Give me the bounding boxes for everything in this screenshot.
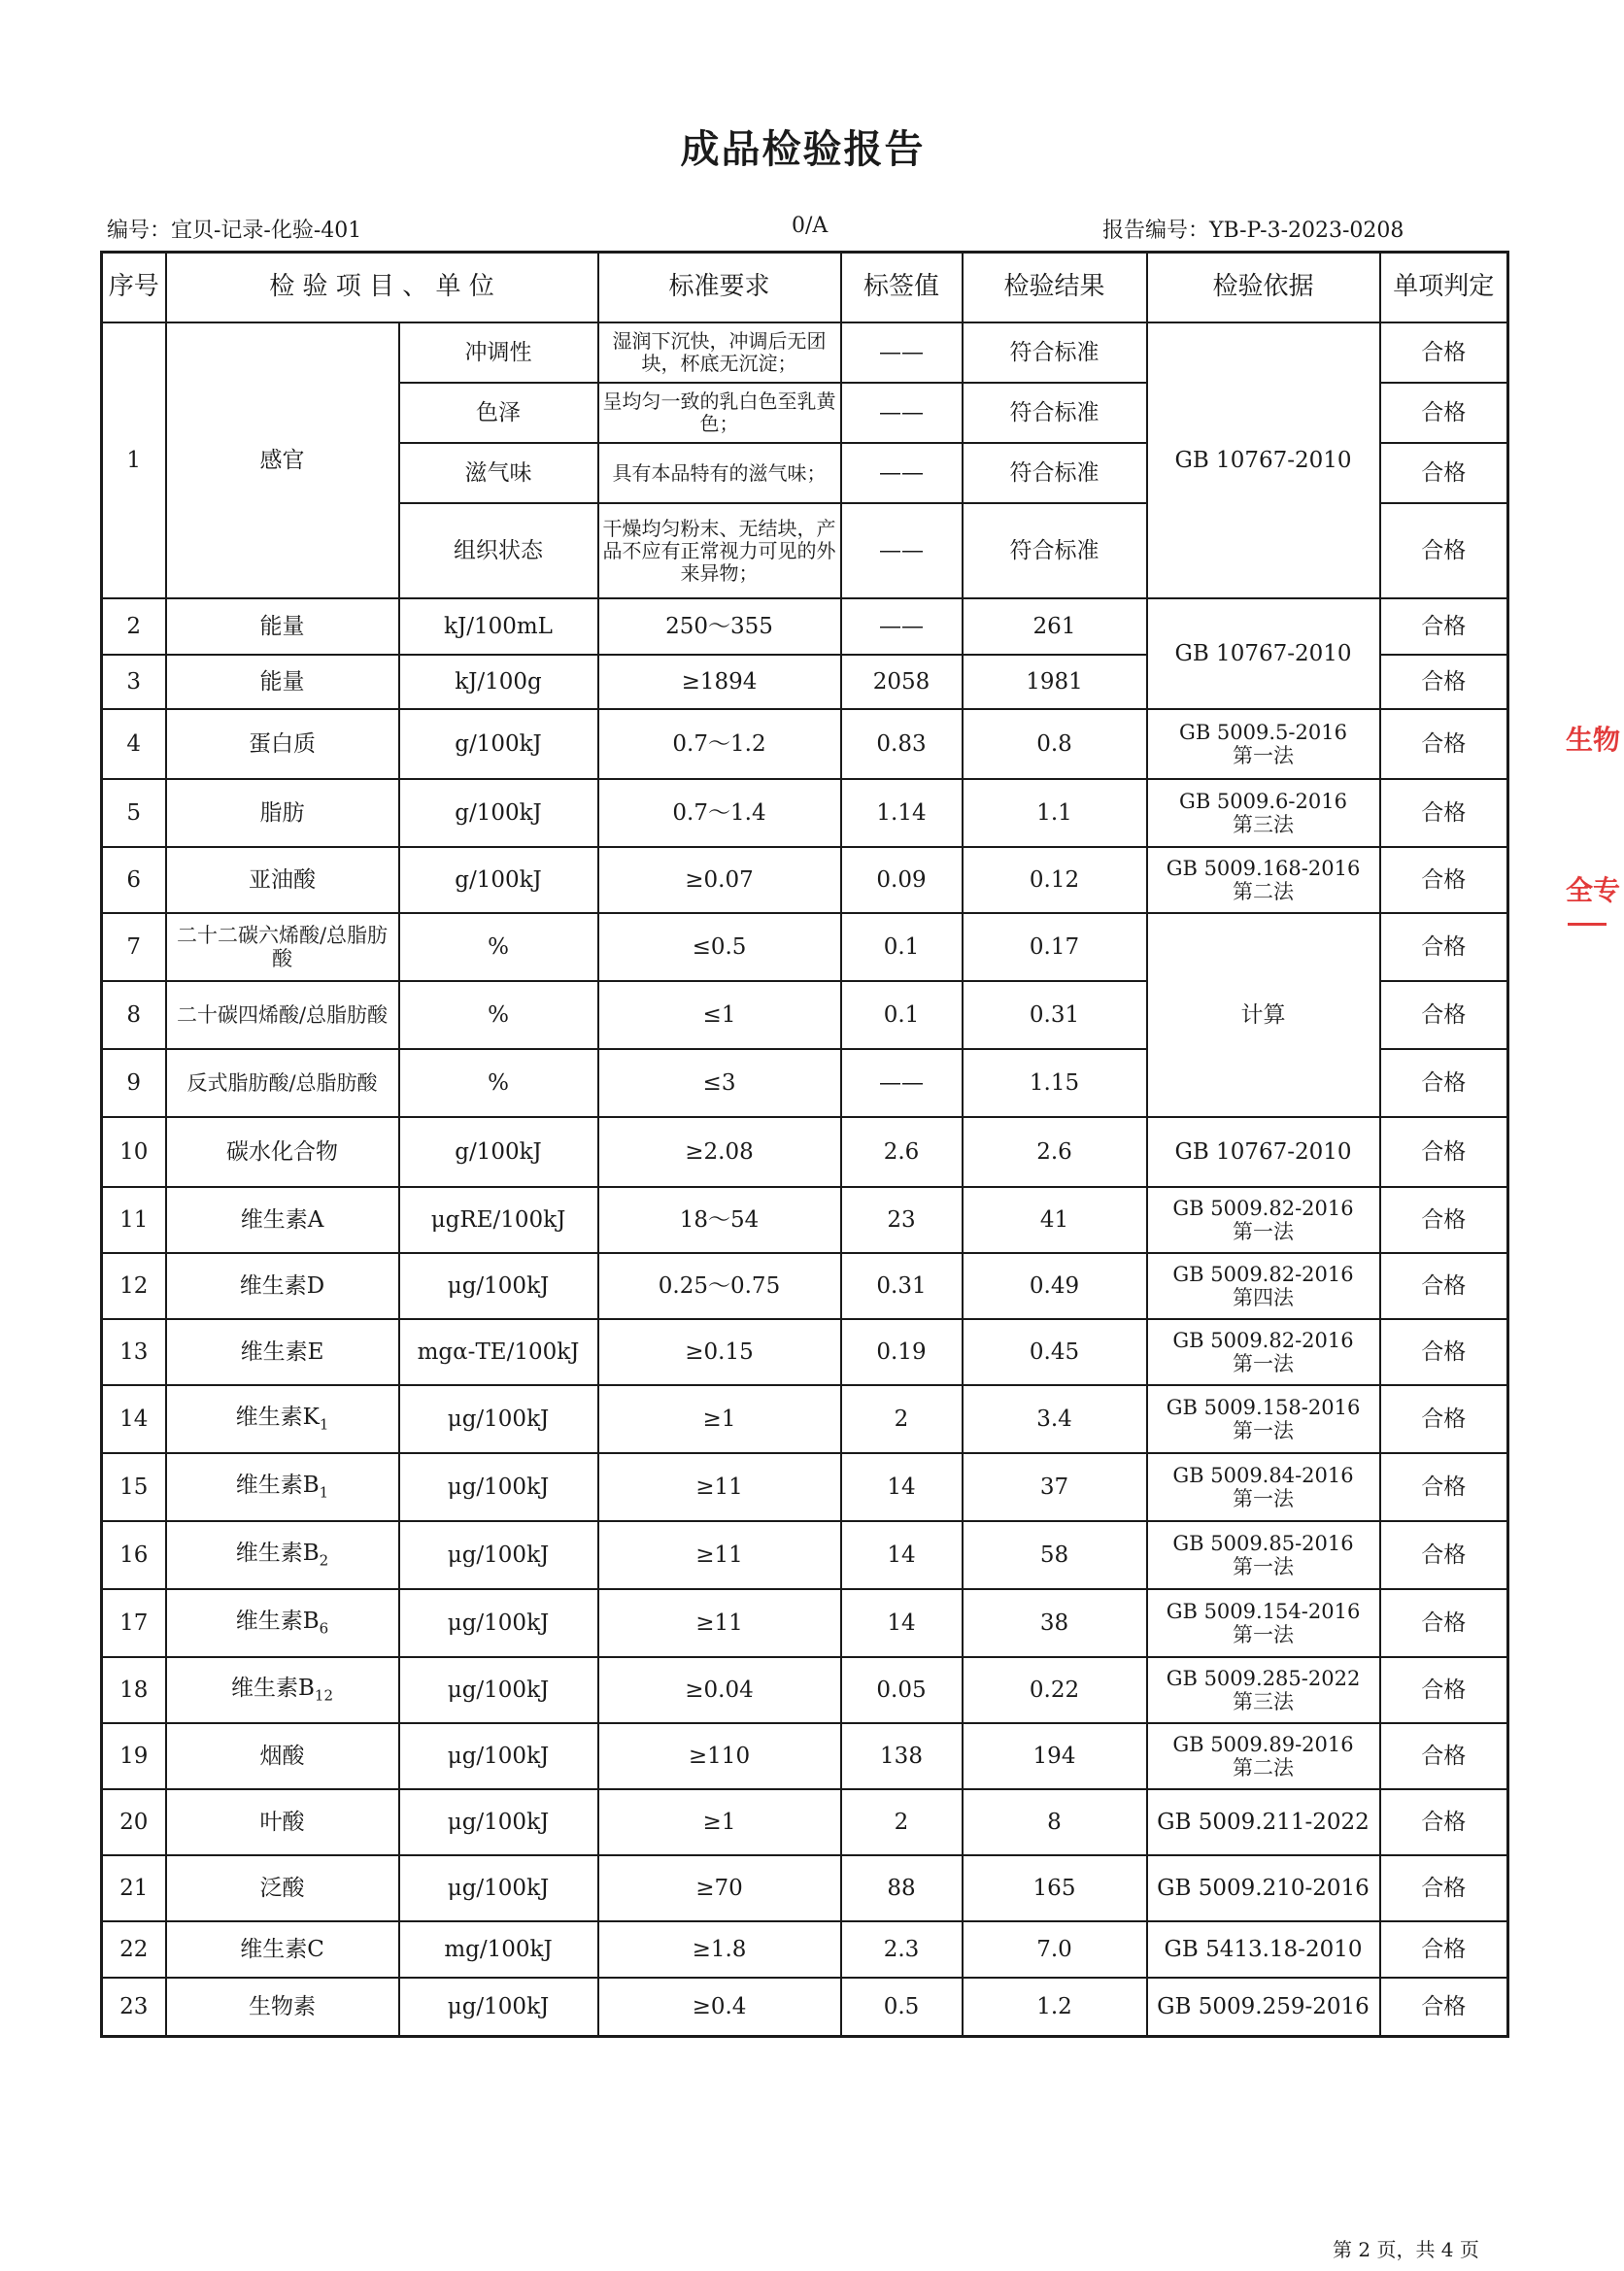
unit: μg/100kJ bbox=[399, 1978, 598, 2036]
row-no: 3 bbox=[102, 655, 166, 709]
basis-method: 第四法 bbox=[1233, 1286, 1294, 1309]
sensory-item: 组织状态 bbox=[399, 503, 598, 598]
unit: g/100kJ bbox=[399, 709, 598, 779]
basis bbox=[1147, 1723, 1380, 1789]
label-value: 1.14 bbox=[841, 779, 963, 847]
table-row bbox=[102, 1855, 1508, 1921]
requirement: ≥1.8 bbox=[598, 1921, 841, 1978]
row-no: 20 bbox=[102, 1789, 166, 1855]
item-name-subscript: 1 bbox=[319, 1415, 329, 1434]
verdict: 合格 bbox=[1380, 1978, 1508, 2036]
requirement: ≥1894 bbox=[598, 655, 841, 709]
row-no: 19 bbox=[102, 1723, 166, 1789]
col-requirement: 标准要求 bbox=[598, 253, 841, 323]
requirement: ≥70 bbox=[598, 1855, 841, 1921]
unit: μg/100kJ bbox=[399, 1855, 598, 1921]
unit: g/100kJ bbox=[399, 847, 598, 913]
item-name: 能量 bbox=[166, 655, 399, 709]
requirement: ≥1 bbox=[598, 1789, 841, 1855]
verdict: 合格 bbox=[1380, 1855, 1508, 1921]
label-value: —— bbox=[841, 383, 963, 443]
basis-standard: GB 5009.285-2022 bbox=[1166, 1666, 1361, 1690]
table-row bbox=[102, 322, 1508, 383]
basis bbox=[1147, 1589, 1380, 1657]
row-no: 17 bbox=[102, 1589, 166, 1657]
basis: GB 5009.210-2016 bbox=[1147, 1855, 1380, 1921]
requirement: ≥110 bbox=[598, 1723, 841, 1789]
result-value: 0.49 bbox=[963, 1253, 1147, 1319]
basis-standard: GB 5009.168-2016 bbox=[1166, 856, 1361, 880]
label-value: 0.1 bbox=[841, 913, 963, 981]
requirement: ≥0.15 bbox=[598, 1319, 841, 1385]
item-name-subscript: 2 bbox=[319, 1551, 329, 1570]
label-value: 0.19 bbox=[841, 1319, 963, 1385]
item-name: 二十碳四烯酸/总脂肪酸 bbox=[166, 981, 399, 1049]
basis bbox=[1147, 1319, 1380, 1385]
row-no: 8 bbox=[102, 981, 166, 1049]
unit: μg/100kJ bbox=[399, 1657, 598, 1723]
verdict: 合格 bbox=[1380, 383, 1508, 443]
requirement: ≥2.08 bbox=[598, 1117, 841, 1187]
result-value: 1.2 bbox=[963, 1978, 1147, 2036]
label-value: 88 bbox=[841, 1855, 963, 1921]
result-value: 符合标准 bbox=[963, 443, 1147, 503]
verdict: 合格 bbox=[1380, 1385, 1508, 1453]
unit: μg/100kJ bbox=[399, 1521, 598, 1589]
label-value: 23 bbox=[841, 1187, 963, 1253]
unit: % bbox=[399, 913, 598, 981]
label-value: 0.1 bbox=[841, 981, 963, 1049]
result-value: 41 bbox=[963, 1187, 1147, 1253]
row-no: 1 bbox=[102, 322, 166, 598]
table-row bbox=[102, 598, 1508, 655]
result-value: 0.12 bbox=[963, 847, 1147, 913]
result-value: 0.17 bbox=[963, 913, 1147, 981]
label-value: —— bbox=[841, 443, 963, 503]
item-name bbox=[166, 1385, 399, 1453]
result-value: 1981 bbox=[963, 655, 1147, 709]
row-no: 7 bbox=[102, 913, 166, 981]
requirement: 0.25～0.75 bbox=[598, 1253, 841, 1319]
verdict: 合格 bbox=[1380, 709, 1508, 779]
label-value: 2 bbox=[841, 1385, 963, 1453]
table-row bbox=[102, 1319, 1508, 1385]
result-value: 194 bbox=[963, 1723, 1147, 1789]
row-no: 18 bbox=[102, 1657, 166, 1723]
result-value: 0.45 bbox=[963, 1319, 1147, 1385]
table-row bbox=[102, 1723, 1508, 1789]
basis-method: 第一法 bbox=[1233, 744, 1294, 767]
basis-standard: GB 5009.158-2016 bbox=[1166, 1395, 1361, 1419]
verdict: 合格 bbox=[1380, 779, 1508, 847]
unit: μgRE/100kJ bbox=[399, 1187, 598, 1253]
label-value: 2058 bbox=[841, 655, 963, 709]
report-number: 报告编号：YB-P-3-2023-0208 bbox=[1102, 219, 1404, 243]
requirement: 250～355 bbox=[598, 598, 841, 655]
requirement: 0.7～1.4 bbox=[598, 779, 841, 847]
item-name: 维生素C bbox=[166, 1921, 399, 1978]
result-value: 8 bbox=[963, 1789, 1147, 1855]
red-stamp-fragment-top: 生物 bbox=[1566, 724, 1621, 756]
label-value: —— bbox=[841, 598, 963, 655]
item-name: 蛋白质 bbox=[166, 709, 399, 779]
basis: GB 5413.18-2010 bbox=[1147, 1921, 1380, 1978]
red-stamp-fragment-bottom: 全专 bbox=[1566, 874, 1621, 906]
sensory-item: 冲调性 bbox=[399, 322, 598, 383]
requirement: ≤1 bbox=[598, 981, 841, 1049]
basis bbox=[1147, 1385, 1380, 1453]
basis bbox=[1147, 779, 1380, 847]
result-value: 165 bbox=[963, 1855, 1147, 1921]
unit: μg/100kJ bbox=[399, 1453, 598, 1521]
verdict: 合格 bbox=[1380, 503, 1508, 598]
col-label: 标签值 bbox=[841, 253, 963, 323]
verdict: 合格 bbox=[1380, 1521, 1508, 1589]
basis-method: 第二法 bbox=[1233, 1756, 1294, 1780]
basis-standard: GB 5009.82-2016 bbox=[1172, 1328, 1354, 1352]
result-value: 符合标准 bbox=[963, 322, 1147, 383]
result-value: 1.15 bbox=[963, 1049, 1147, 1117]
unit: g/100kJ bbox=[399, 1117, 598, 1187]
unit: kJ/100mL bbox=[399, 598, 598, 655]
row-no: 16 bbox=[102, 1521, 166, 1589]
table-row bbox=[102, 1187, 1508, 1253]
item-name: 生物素 bbox=[166, 1978, 399, 2036]
item-name: 烟酸 bbox=[166, 1723, 399, 1789]
result-value: 0.31 bbox=[963, 981, 1147, 1049]
table-row bbox=[102, 1921, 1508, 1978]
basis-method: 第三法 bbox=[1233, 813, 1294, 836]
item-name: 能量 bbox=[166, 598, 399, 655]
requirement: ≥0.4 bbox=[598, 1978, 841, 2036]
basis-method: 第一法 bbox=[1233, 1555, 1294, 1578]
item-name bbox=[166, 1589, 399, 1657]
unit: μg/100kJ bbox=[399, 1723, 598, 1789]
unit: μg/100kJ bbox=[399, 1253, 598, 1319]
requirement: ≥0.04 bbox=[598, 1657, 841, 1723]
result-value: 符合标准 bbox=[963, 383, 1147, 443]
verdict: 合格 bbox=[1380, 1921, 1508, 1978]
requirement: 具有本品特有的滋气味； bbox=[598, 443, 841, 503]
basis-method: 第三法 bbox=[1233, 1690, 1294, 1713]
item-name-subscript: 1 bbox=[319, 1483, 329, 1502]
unit: kJ/100g bbox=[399, 655, 598, 709]
basis bbox=[1147, 1187, 1380, 1253]
result-value: 58 bbox=[963, 1521, 1147, 1589]
result-value: 7.0 bbox=[963, 1921, 1147, 1978]
item-name: 维生素D bbox=[166, 1253, 399, 1319]
item-name bbox=[166, 1657, 399, 1723]
result-value: 0.22 bbox=[963, 1657, 1147, 1723]
verdict: 合格 bbox=[1380, 913, 1508, 981]
label-value: 2.6 bbox=[841, 1117, 963, 1187]
basis bbox=[1147, 1657, 1380, 1723]
requirement: 呈均匀一致的乳白色至乳黄色； bbox=[598, 383, 841, 443]
item-name: 反式脂肪酸/总脂肪酸 bbox=[166, 1049, 399, 1117]
label-value: 2.3 bbox=[841, 1921, 963, 1978]
requirement: ≥11 bbox=[598, 1453, 841, 1521]
row-no: 9 bbox=[102, 1049, 166, 1117]
basis bbox=[1147, 1521, 1380, 1589]
result-value: 3.4 bbox=[963, 1385, 1147, 1453]
item-name-subscript: 6 bbox=[319, 1619, 329, 1638]
row-no: 11 bbox=[102, 1187, 166, 1253]
label-value: 138 bbox=[841, 1723, 963, 1789]
item-name-text: 维生素B bbox=[231, 1676, 315, 1702]
col-verdict: 单项判定 bbox=[1380, 253, 1508, 323]
sensory-item: 滋气味 bbox=[399, 443, 598, 503]
row-no: 13 bbox=[102, 1319, 166, 1385]
col-basis: 检验依据 bbox=[1147, 253, 1380, 323]
requirement: ≥1 bbox=[598, 1385, 841, 1453]
result-value: 1.1 bbox=[963, 779, 1147, 847]
item-name: 二十二碳六烯酸/总脂肪酸 bbox=[166, 913, 399, 981]
item-name-text: 维生素K bbox=[235, 1405, 320, 1431]
basis bbox=[1147, 1253, 1380, 1319]
row-no: 21 bbox=[102, 1855, 166, 1921]
col-result: 检验结果 bbox=[963, 253, 1147, 323]
basis-standard: GB 5009.5-2016 bbox=[1179, 720, 1347, 744]
table-row bbox=[102, 779, 1508, 847]
label-value: 2 bbox=[841, 1789, 963, 1855]
item-name-text: 维生素B bbox=[235, 1541, 320, 1567]
doc-number: 编号：宜贝-记录-化验-401 bbox=[107, 219, 362, 243]
header-row bbox=[102, 253, 1508, 323]
row-no: 22 bbox=[102, 1921, 166, 1978]
verdict: 合格 bbox=[1380, 1187, 1508, 1253]
label-value: —— bbox=[841, 503, 963, 598]
basis-standard: GB 5009.154-2016 bbox=[1166, 1599, 1361, 1623]
basis: GB 5009.259-2016 bbox=[1147, 1978, 1380, 2036]
label-value: 0.5 bbox=[841, 1978, 963, 2036]
unit: g/100kJ bbox=[399, 779, 598, 847]
unit: μg/100kJ bbox=[399, 1789, 598, 1855]
item-name-text: 维生素B bbox=[235, 1473, 320, 1499]
unit: μg/100kJ bbox=[399, 1385, 598, 1453]
label-value: 0.83 bbox=[841, 709, 963, 779]
unit: μg/100kJ bbox=[399, 1589, 598, 1657]
row-no: 2 bbox=[102, 598, 166, 655]
verdict: 合格 bbox=[1380, 1657, 1508, 1723]
basis: 计算 bbox=[1147, 913, 1380, 1117]
basis bbox=[1147, 709, 1380, 779]
table-row bbox=[102, 1789, 1508, 1855]
basis: GB 10767-2010 bbox=[1147, 598, 1380, 709]
item-name: 碳水化合物 bbox=[166, 1117, 399, 1187]
row-no: 14 bbox=[102, 1385, 166, 1453]
basis-standard: GB 5009.6-2016 bbox=[1179, 789, 1347, 813]
item-name bbox=[166, 1521, 399, 1589]
row-no: 5 bbox=[102, 779, 166, 847]
basis bbox=[1147, 847, 1380, 913]
unit: mgα-TE/100kJ bbox=[399, 1319, 598, 1385]
row-no: 12 bbox=[102, 1253, 166, 1319]
row-no: 15 bbox=[102, 1453, 166, 1521]
verdict: 合格 bbox=[1380, 1789, 1508, 1855]
table-row bbox=[102, 1117, 1508, 1187]
label-value: 14 bbox=[841, 1521, 963, 1589]
basis-method: 第一法 bbox=[1233, 1487, 1294, 1510]
unit: % bbox=[399, 981, 598, 1049]
result-value: 0.8 bbox=[963, 709, 1147, 779]
table-row bbox=[102, 913, 1508, 981]
requirement: ≤0.5 bbox=[598, 913, 841, 981]
item-name: 泛酸 bbox=[166, 1855, 399, 1921]
requirement: 18～54 bbox=[598, 1187, 841, 1253]
result-value: 261 bbox=[963, 598, 1147, 655]
sensory-item: 色泽 bbox=[399, 383, 598, 443]
result-value: 38 bbox=[963, 1589, 1147, 1657]
basis-standard: GB 5009.82-2016 bbox=[1172, 1262, 1354, 1286]
basis-method: 第二法 bbox=[1233, 880, 1294, 903]
revision: 0/A bbox=[792, 214, 829, 238]
verdict: 合格 bbox=[1380, 1117, 1508, 1187]
inspection-table bbox=[100, 251, 1509, 2038]
basis-method: 第一法 bbox=[1233, 1220, 1294, 1243]
verdict: 合格 bbox=[1380, 655, 1508, 709]
item-name: 维生素E bbox=[166, 1319, 399, 1385]
row-no: 10 bbox=[102, 1117, 166, 1187]
label-value: 0.09 bbox=[841, 847, 963, 913]
label-value: 0.05 bbox=[841, 1657, 963, 1723]
verdict: 合格 bbox=[1380, 1589, 1508, 1657]
basis: GB 10767-2010 bbox=[1147, 322, 1380, 598]
item-name: 脂肪 bbox=[166, 779, 399, 847]
table-row bbox=[102, 1589, 1508, 1657]
basis: GB 5009.211-2022 bbox=[1147, 1789, 1380, 1855]
basis: GB 10767-2010 bbox=[1147, 1117, 1380, 1187]
red-stamp-line bbox=[1568, 923, 1607, 926]
label-value: 14 bbox=[841, 1589, 963, 1657]
page-footer: 第 2 页，共 4 页 bbox=[1333, 2238, 1479, 2261]
unit: mg/100kJ bbox=[399, 1921, 598, 1978]
label-value: —— bbox=[841, 1049, 963, 1117]
row-no: 23 bbox=[102, 1978, 166, 2036]
item-name bbox=[166, 1453, 399, 1521]
table-row bbox=[102, 1657, 1508, 1723]
table-row bbox=[102, 1978, 1508, 2036]
label-value: —— bbox=[841, 322, 963, 383]
verdict: 合格 bbox=[1380, 1253, 1508, 1319]
basis-standard: GB 5009.85-2016 bbox=[1172, 1531, 1354, 1555]
table-row bbox=[102, 1253, 1508, 1319]
basis-standard: GB 5009.89-2016 bbox=[1172, 1732, 1354, 1756]
item-name: 亚油酸 bbox=[166, 847, 399, 913]
basis-method: 第一法 bbox=[1233, 1419, 1294, 1442]
result-value: 2.6 bbox=[963, 1117, 1147, 1187]
col-item: 检 验 项 目 、 单 位 bbox=[166, 253, 598, 323]
verdict: 合格 bbox=[1380, 1723, 1508, 1789]
verdict: 合格 bbox=[1380, 847, 1508, 913]
basis-method: 第一法 bbox=[1233, 1352, 1294, 1375]
report-title: 成品检验报告 bbox=[680, 126, 926, 172]
verdict: 合格 bbox=[1380, 1453, 1508, 1521]
verdict: 合格 bbox=[1380, 322, 1508, 383]
requirement: ≥11 bbox=[598, 1589, 841, 1657]
result-value: 符合标准 bbox=[963, 503, 1147, 598]
row-no: 4 bbox=[102, 709, 166, 779]
row-no: 6 bbox=[102, 847, 166, 913]
table-row bbox=[102, 847, 1508, 913]
verdict: 合格 bbox=[1380, 1049, 1508, 1117]
table-row bbox=[102, 709, 1508, 779]
label-value: 14 bbox=[841, 1453, 963, 1521]
verdict: 合格 bbox=[1380, 1319, 1508, 1385]
item-name: 维生素A bbox=[166, 1187, 399, 1253]
requirement: ≤3 bbox=[598, 1049, 841, 1117]
basis-standard: GB 5009.84-2016 bbox=[1172, 1463, 1354, 1487]
result-value: 37 bbox=[963, 1453, 1147, 1521]
col-no: 序号 bbox=[102, 253, 166, 323]
requirement: 干燥均匀粉末、无结块，产品不应有正常视力可见的外来异物； bbox=[598, 503, 841, 598]
unit: % bbox=[399, 1049, 598, 1117]
verdict: 合格 bbox=[1380, 598, 1508, 655]
sensory-group: 感官 bbox=[166, 322, 399, 598]
table-row bbox=[102, 1453, 1508, 1521]
item-name-subscript: 12 bbox=[314, 1686, 333, 1705]
item-name: 叶酸 bbox=[166, 1789, 399, 1855]
requirement: 0.7～1.2 bbox=[598, 709, 841, 779]
verdict: 合格 bbox=[1380, 443, 1508, 503]
basis bbox=[1147, 1453, 1380, 1521]
verdict: 合格 bbox=[1380, 981, 1508, 1049]
requirement: ≥0.07 bbox=[598, 847, 841, 913]
basis-method: 第一法 bbox=[1233, 1623, 1294, 1646]
item-name-text: 维生素B bbox=[235, 1609, 320, 1635]
label-value: 0.31 bbox=[841, 1253, 963, 1319]
table-row bbox=[102, 1385, 1508, 1453]
table-row bbox=[102, 1521, 1508, 1589]
requirement: ≥11 bbox=[598, 1521, 841, 1589]
basis-standard: GB 5009.82-2016 bbox=[1172, 1196, 1354, 1220]
requirement: 湿润下沉快，冲调后无团块，杯底无沉淀； bbox=[598, 322, 841, 383]
